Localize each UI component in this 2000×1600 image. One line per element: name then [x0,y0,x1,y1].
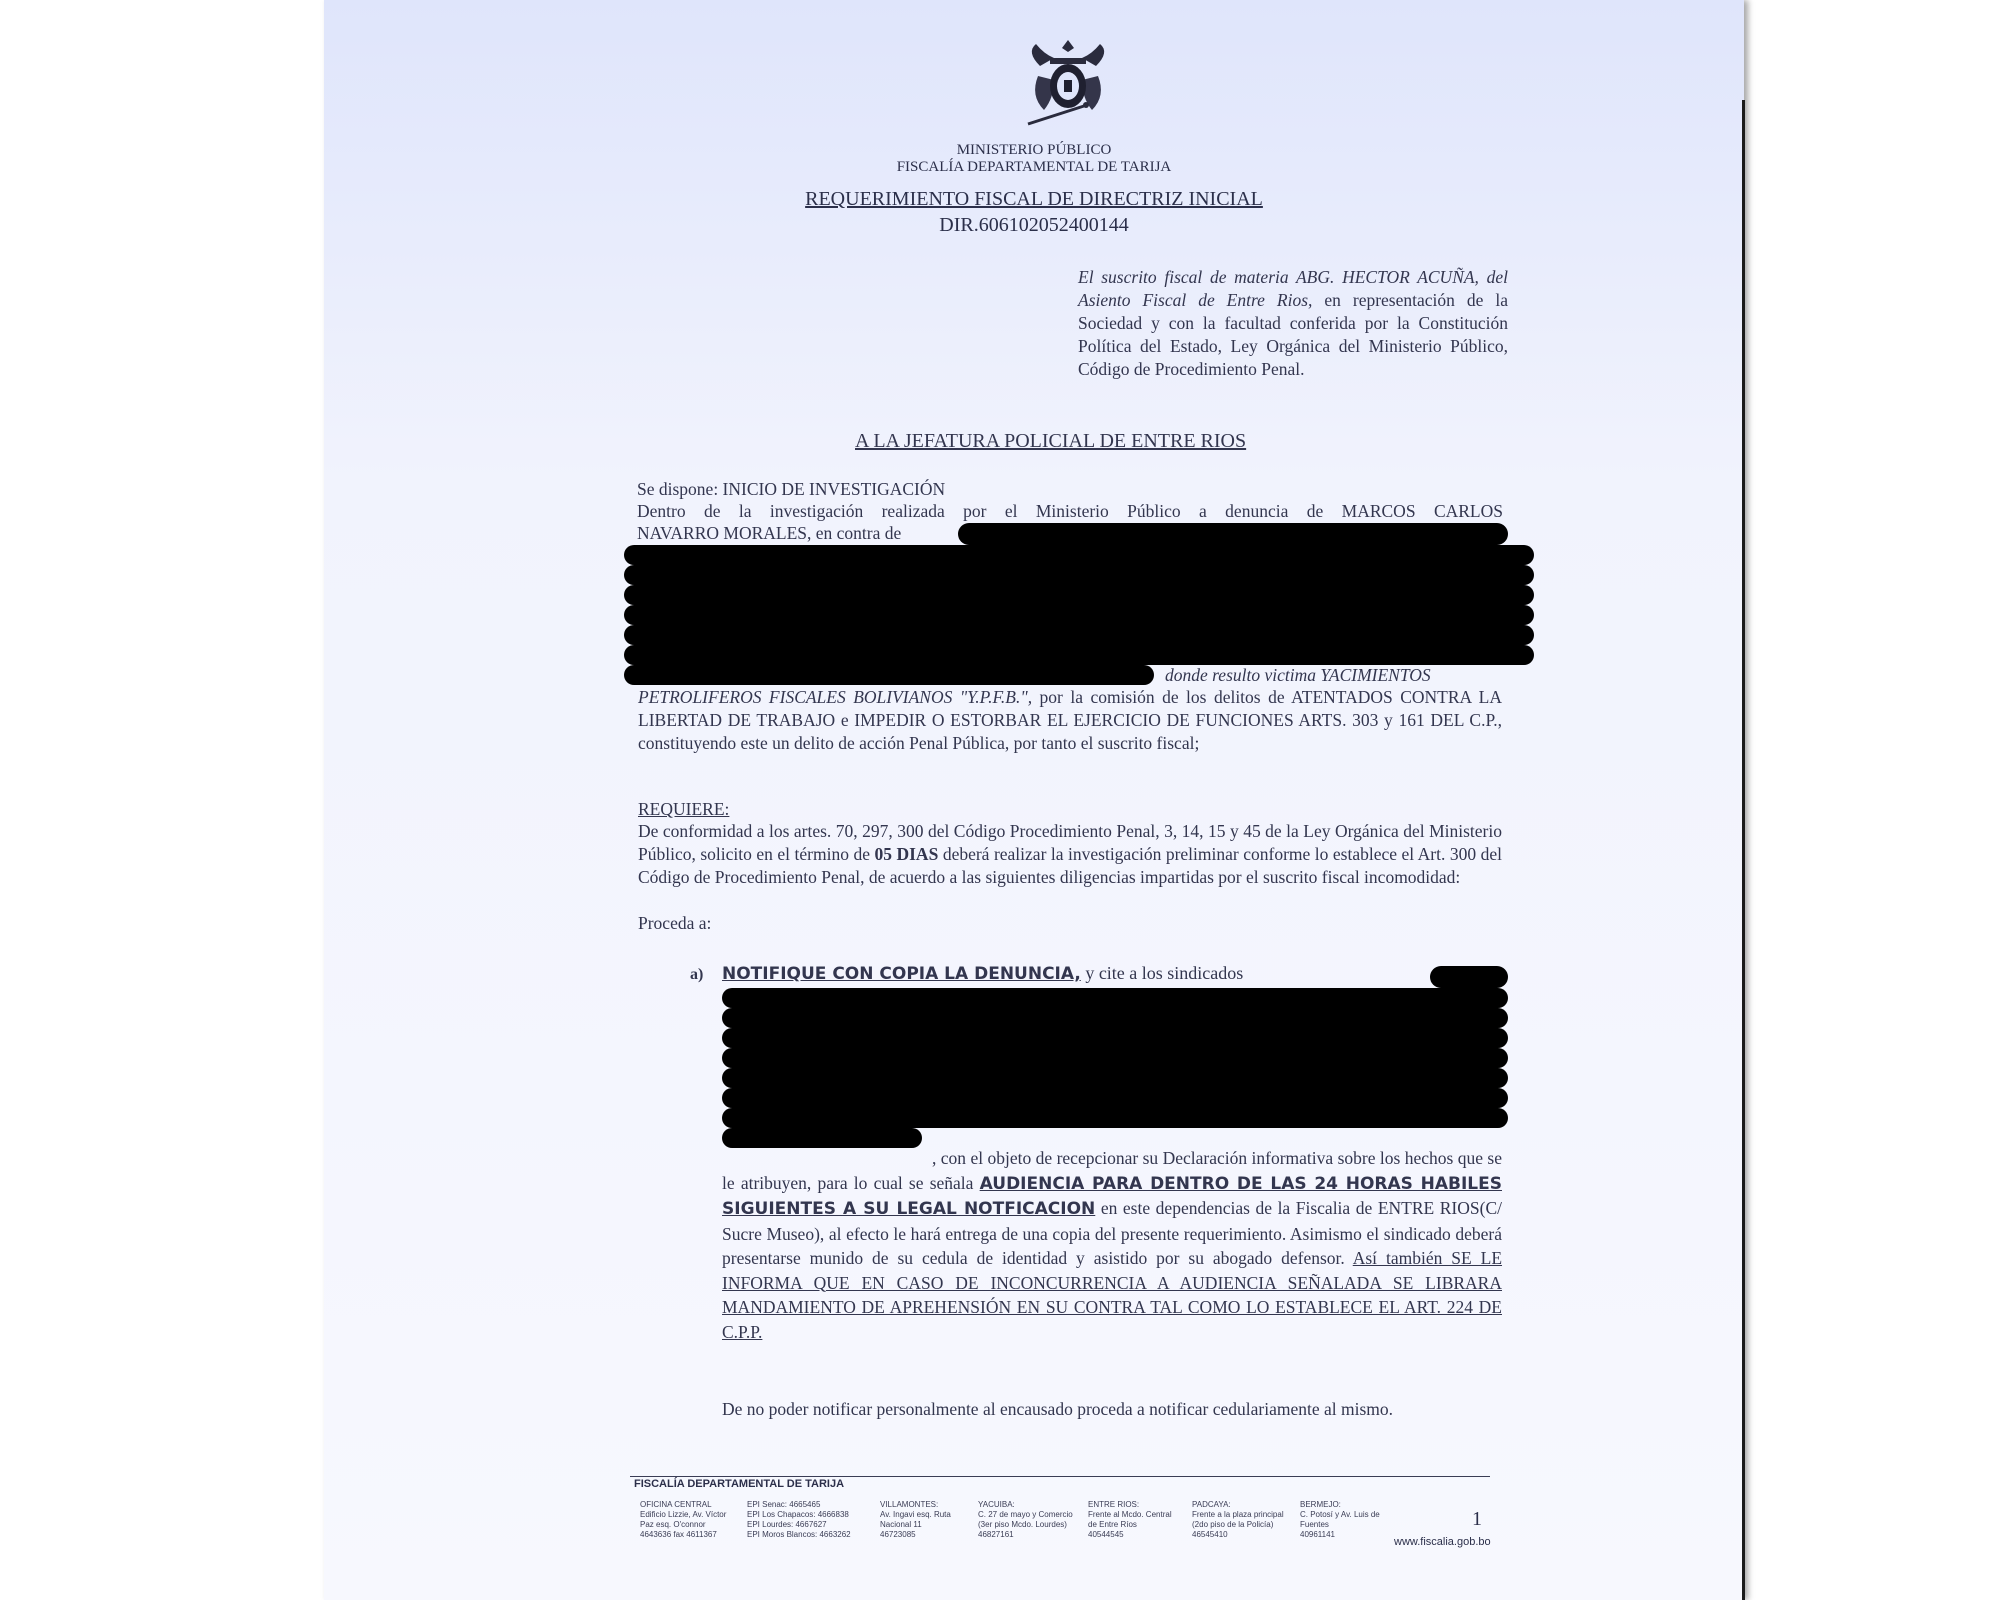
item-a-text-1: , con el objeto de recepcionar su Declaración informativa sobre los hechos que se le atribuyen, para lo cual se señala [722,1148,1502,1193]
footer-col-line: Frente a la plaza principal [1192,1510,1284,1519]
footer-col-line: C. 27 de mayo y Comercio [978,1510,1073,1519]
redaction-bar [722,1088,1508,1108]
investigation-line-1: Dentro de la investigación realizada por el Ministerio Público a denuncia de MARCOS CARLOS [637,501,1503,521]
footer-col-head: ENTRE RIOS: [1088,1500,1140,1509]
dispone-line: Se dispone: INICIO DE INVESTIGACIÓN [637,479,946,499]
redaction-bar [624,565,1534,585]
footer-col-head: EPI Senac: 4665465 [747,1500,821,1509]
footer-col-head: VILLAMONTES: [880,1500,939,1509]
footer-col-head: OFICINA CENTRAL [640,1500,712,1509]
footer-col-line: (2do piso de la Policía) [1192,1520,1274,1529]
document-page [324,0,1744,1600]
footer-col-line: de Entre Ríos [1088,1520,1137,1529]
apprehension-warning: Así también SE LE INFORMA QUE EN CASO DE INCONCURRENCIA A AUDIENCIA SEÑALADA SE LIBRARA MANDAMIENTO DE APREHENSIÓN EN SU CONTRA TAL COMO LO ESTABLECE EL ART. 224 DE C.P.P. [722,1248,1503,1342]
footer-col-line: (3er piso Mcdo. Lourdes) [978,1520,1067,1529]
footer-col-line: EPI Los Chapacos: 4666838 [747,1510,849,1519]
proceda-line: Proceda a: [638,913,712,933]
footer-entre-rios [1088,1500,1188,1540]
footer-yacuiba [978,1500,1083,1540]
footer-col-line: 40961141 [1300,1530,1335,1539]
footer-col-line: 46723085 [880,1530,916,1539]
footer-epi [747,1500,857,1540]
page-edge-shadow [1742,100,1745,1600]
footer-col-line: Edificio Lizzie, Av. Víctor [640,1510,727,1519]
intro-italic: El suscrito fiscal de materia ABG. HECTOR ACUÑA, del Asiento Fiscal de Entre Rios, [1078,267,1508,310]
victim-name: PETROLIFEROS FISCALES BOLIVIANOS "Y.P.F.B.", [638,687,1033,707]
investigation-line-2: NAVARRO MORALES, en contra de [637,523,902,543]
footer-col-line: Frente al Mcdo. Central [1088,1510,1172,1519]
footer-col-head: BERMEJO: [1300,1500,1341,1509]
redaction-bar [624,645,1534,665]
redaction-bar [722,1048,1508,1068]
document-title: REQUERIMIENTO FISCAL DE DIRECTRIZ INICIAL [805,188,1263,210]
footer-bermejo [1300,1500,1400,1540]
redaction-bar [722,988,1508,1008]
redaction-bar [624,585,1534,605]
redaction-bar [722,1108,1508,1128]
item-a-marker: a) [690,966,704,983]
footer-office-central [640,1500,740,1540]
ministry-name: MINISTERIO PÚBLICO [956,142,1112,158]
requiere-text-2: deberá realizar la investigación preliminar conforme lo establece el Art. 300 del Código de Procedimiento Penal, de acuerdo a las siguientes diligencias impartidas por el suscrito fiscal incomodidad: [638,844,1502,887]
redaction-bar [624,665,1154,685]
redaction-bar [722,1008,1508,1028]
item-a-headline: NOTIFIQUE CON COPIA LA DENUNCIA, [722,964,1081,984]
investigation-continuation [638,686,1502,755]
redaction-bar [1430,966,1508,988]
page-number: 1 [1472,1508,1482,1530]
background [0,0,324,1600]
charges-text: por la comisión de los delitos de ATENTADOS CONTRA LA LIBERTAD DE TRABAJO e IMPEDIR O ESTORBAR EL EJERCICIO DE FUNCIONES ARTS. 303 y 161 DEL C.P., constituyendo este un delito de acción Penal Pública, por tanto el suscrito fiscal; [638,687,1502,753]
item-a-text-2: en este dependencias de la Fiscalia de ENTRE RIOS(C/ Sucre Museo), al efecto le hará entrega de una copia del presente requerimiento. Asimismo el sindicado deberá presentarse munido de su cedula de identidad y asistido por su abogado defensor. [722,1198,1502,1268]
redaction-bar [958,523,1508,545]
footer-col-line: Fuentes [1300,1520,1329,1529]
intro-paragraph [1078,266,1508,381]
office-name: FISCALÍA DEPARTAMENTAL DE TARIJA [896,159,1172,175]
item-a-head [722,962,1442,986]
footer-col-line: 4643636 fax 4611367 [640,1530,717,1539]
addressee: A LA JEFATURA POLICIAL DE ENTRE RIOS [855,430,1247,452]
item-a-body [722,1146,1502,1344]
footer-col-line: 46545410 [1192,1530,1228,1539]
victim-line-a: donde resulto victima YACIMIENTOS [1165,665,1431,685]
intro-rest: en representación de la Sociedad y con la facultad conferida por la Constitución Política del Estado, Ley Orgánica del Ministerio Público, Código de Procedimiento Penal. [1078,290,1508,379]
redaction-bar [722,1068,1508,1088]
item-a-head-rest: y cite a los sindicados [1080,963,1244,983]
requiere-paragraph [638,820,1502,889]
bolivia-coat-of-arms-icon [1020,36,1116,128]
footer-col-line: Nacional 11 [880,1520,922,1529]
item-a-final: De no poder notificar personalmente al encausado proceda a notificar cedulariamente al mismo. [722,1399,1394,1419]
footer-padcaya [1192,1500,1297,1540]
footer-col-line: Paz esq. O'connor [640,1520,706,1529]
footer-col-head: YACUIBA: [978,1500,1015,1509]
redaction-bar [624,605,1534,625]
footer-villamontes [880,1500,980,1540]
footer-title: FISCALÍA DEPARTAMENTAL DE TARIJA [634,1478,845,1490]
footer-col-head: PADCAYA: [1192,1500,1231,1509]
redaction-bar [624,545,1534,565]
redaction-bar [722,1128,922,1148]
deadline-days: 05 DIAS [874,844,939,864]
footer-col-line: 40544545 [1088,1530,1124,1539]
footer-col-line: EPI Lourdes: 4667627 [747,1520,827,1529]
footer-rule [630,1476,1490,1477]
footer-website: www.fiscalia.gob.bo [1394,1536,1491,1548]
redaction-bar [722,1028,1508,1048]
footer-col-line: EPI Moros Blancos: 4663262 [747,1530,851,1539]
redaction-bar [624,625,1534,645]
footer-col-line: C. Potosí y Av. Luis de [1300,1510,1380,1519]
footer-col-line: Av. Ingavi esq. Ruta [880,1510,951,1519]
document-number: DIR.606102052400144 [939,214,1129,236]
footer-col-line: 46827161 [978,1530,1014,1539]
requiere-label: REQUIERE: [638,799,730,819]
audiencia-notice: AUDIENCIA PARA DENTRO DE LAS 24 HORAS HABILES SIGUIENTES A SU LEGAL NOTFICACION [722,1173,1502,1219]
requiere-text-1: De conformidad a los artes. 70, 297, 300 del Código Procedimiento Penal, 3, 14, 15 y 45 de la Ley Orgánica del Ministerio Público, solicito en el término de [638,821,1502,864]
